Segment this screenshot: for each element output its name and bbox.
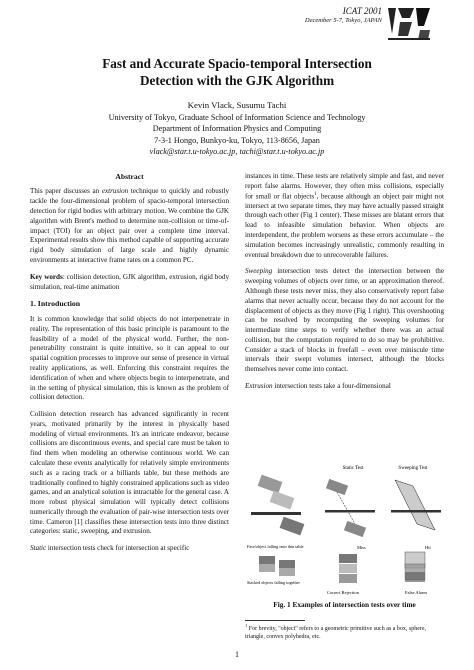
icat-logo (384, 4, 434, 44)
page-number: 1 (235, 650, 239, 659)
author-emails: vlack@star.t.u-tokyo.ac.jp, tachi@star.t.u-tokyo.ac.jp (149, 146, 325, 156)
left-column (30, 172, 229, 561)
authors: Kevin Vlack, Susumu Tachi (187, 100, 287, 110)
right-column (245, 172, 444, 399)
keywords: Key words: collision detection, GJK algorithm, extrusion, rigid body simulation, real-time animation (30, 272, 229, 291)
section-heading: 1. Introduction (30, 299, 81, 309)
conference-dates: December 5-7, Tokyo, JAPAN (304, 16, 382, 24)
footnote: $^1$ For brevity, "object" refers to a geometric primitive such as a box, sphere, triangle, convex polyhedra, etc. (245, 623, 427, 640)
figure-caption: Fig. 1 Examples of intersection tests over time (273, 600, 416, 609)
affiliation-line: University of Tokyo, Graduate School of Information Science and Technology (108, 113, 366, 122)
label-hit: Hit (425, 545, 431, 550)
body-paragraph: Static intersection tests check for intersection at specific (30, 544, 190, 553)
static-correct-rejection-diagram (339, 554, 357, 583)
title-line-1: Fast and Accurate Spacio-temporal Intersection (102, 56, 372, 71)
row2-label: Stacked objects falling together (247, 580, 300, 585)
conference-header (305, 6, 382, 25)
body-paragraph: It is common knowledge that solid objects do not interpenetrate in reality. The representation of this basic principle is paramount to the feasibility of a model of the physical world. Further, the non-penetrability constraint is quite intuitive, so it can appeal to our spatial cognition processes to improve our sense of presence in virtual reality applications, as well. Enforcing this constraint requires the identification of when and where objects begin to interpenetrate, and in the setting of physical simulation, this is known as the problem of collision detection. (30, 315, 229, 402)
static-miss-diagram (325, 479, 375, 537)
title-line-2: Detection with the GJK Algorithm (139, 73, 335, 89)
affiliation-line: 7-3-1 Hongo, Bunkyo-ku, Tokyo, 113-8656, Japan (154, 135, 320, 145)
stacked-objects-diagram (259, 556, 295, 576)
affiliation (20, 112, 454, 157)
body-paragraph: instances in time. These tests are relatively simple and fast, and never report false alarms. However, they often miss collisions, especially for small or flat objects$^1$, because although an object pair might not intersect at two separate times, they may have actually passed straight through each other (Fig 1 center). These misses are blatant errors that lead to infeasible simulation behavior. When objects are interdependent, the problem worsens as these errors accumulate – the simulation becomes increasingly unrealistic, commonly resulting in eventual breakdown due to unrecoverable failures. (245, 172, 444, 259)
sweep-false-alarm-diagram (405, 552, 425, 582)
body-paragraph: Sweeping intersection tests detect the intersection between the sweeping volumes of objects over time, or an approximation thereof. Although these tests never miss, they also conservatively report false alarms that never actually occur, because they do not account for the displacement of objects as they move (Fig 1 right). This overshooting can be resolved by recomputing the sweeping volumes for intermediate time steps to verify whether there was an actual collision, but the computation required to do so may be prohibitive. Consider a stack of blocks in freefall – even over miniscule time intervals their swept volumes intersect, although the blocks themselves never come into contact. (245, 267, 444, 374)
abstract-heading: Abstract (115, 172, 144, 181)
falling-object-diagram (251, 475, 304, 536)
body-paragraph: Collision detection research has advanced significantly in recent years, motivated primarily by the interest in physically based modeling of virtual environments. It's an intricate endeavor, because collisions are discontinuous events, and special care must be taken to find them when modeling an otherwise continuous world. We can calculate these events analytically for relatively simple environments such as a racing track or a billiards table, but these methods are traditionally confined to highly constrained applications such as video games, and an analytical solution is intractable for the general case. A more robust physical simulation will typically detect collisions numerically through the evaluation of pair-wise intersection tests over time. Cameron [1] classifies these intersection tests into three distinct categories: static, sweeping, and extrusion. (30, 410, 229, 536)
figure-col-sweeping: Sweeping Test (398, 466, 428, 471)
sweep-hit-diagram (391, 480, 441, 530)
figure-col-static: Static Test (342, 466, 364, 471)
affiliation-line: Department of Information Physics and Computing (152, 124, 322, 134)
label-false-alarm: False Alarm (405, 590, 427, 595)
abstract-text: This paper discusses an extrusion technique to quickly and robustly tackle the four-dimensional problem of spacio-temporal intersection detection for rigid bodies with arbitrary motion. We combine the GJK algorithm with Brent's method to determine non-collision or time-of-impact (TOI) for an object pair over a complete time interval. Experimental results show this method capable of supporting accurate rigid body simulation of large scale and highly dynamic environments at interactive frame rates on a common PC. (30, 187, 230, 264)
row1-label: Face/object falling onto thin table (247, 544, 304, 549)
footnote-rule (245, 620, 305, 621)
body-paragraph: Extrusion intersection tests take a four-dimensional (245, 381, 391, 390)
label-miss: Miss (357, 545, 366, 550)
conference-name: ICAT 2001 (342, 6, 382, 16)
paper-title (20, 55, 454, 90)
label-correct-rejection: Correct Rejection (327, 590, 359, 595)
figure-1 (245, 460, 444, 600)
